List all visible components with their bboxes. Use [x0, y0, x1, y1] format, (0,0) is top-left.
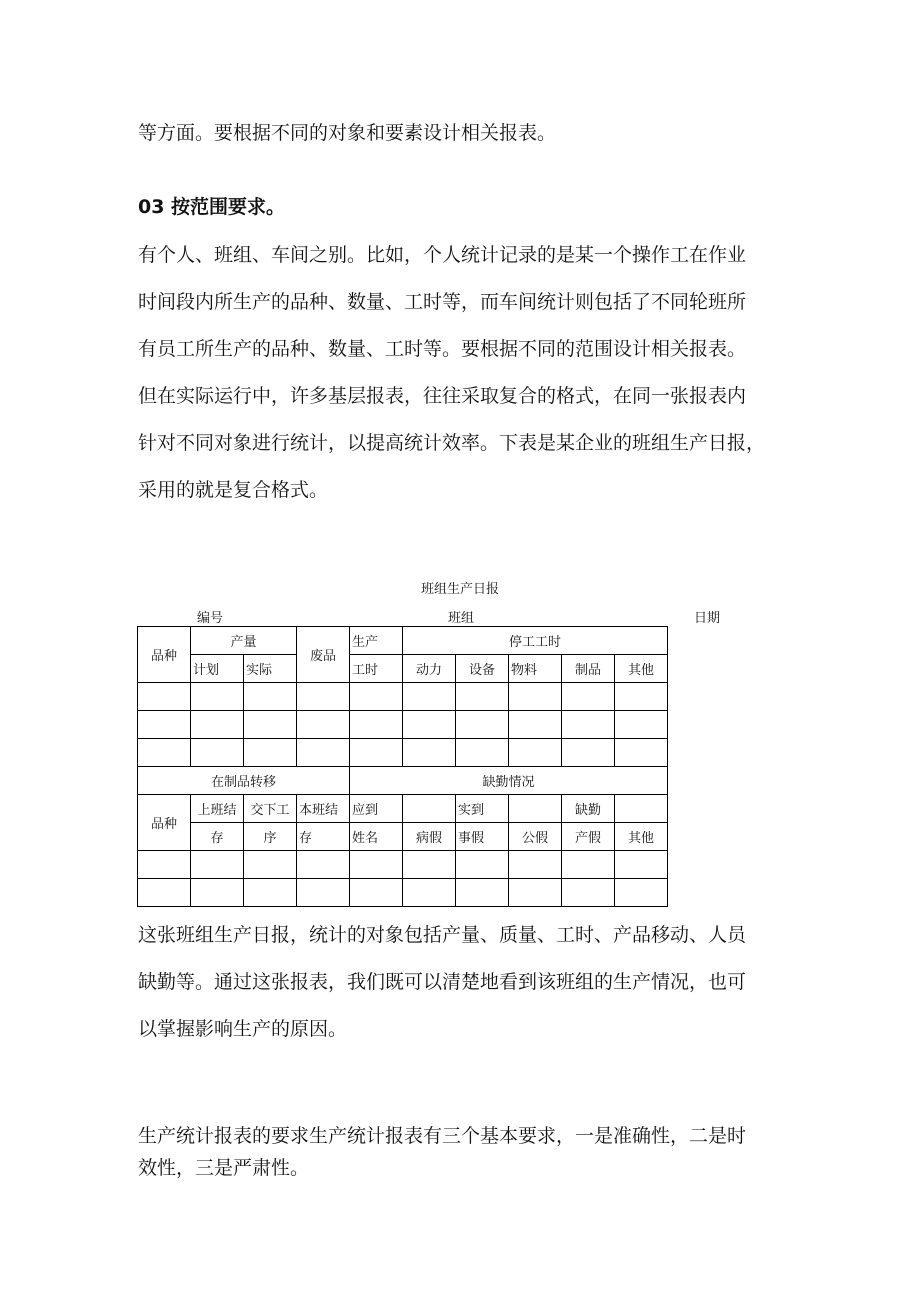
table-row [138, 851, 668, 879]
header-downtime: 停工工时 [403, 627, 668, 655]
header-variety: 品种 [138, 627, 191, 683]
table-section-row [138, 767, 668, 795]
header-curr-stock-top: 本班结 [297, 795, 350, 823]
header-plan: 计划 [191, 655, 244, 683]
header-prev-stock-top: 上班结 [191, 795, 244, 823]
paragraph-top [138, 110, 798, 157]
header-prev-stock-bottom: 存 [191, 823, 244, 851]
header-actual: 实际 [244, 655, 297, 683]
text-line: 等方面。要根据不同的对象和要素设计相关报表。 [138, 122, 557, 144]
text-line: 针对不同对象进行统计，以提高统计效率。下表是某企业的班组生产日报， [138, 432, 766, 454]
header-official-leave: 公假 [509, 823, 562, 851]
header-curr-stock-bottom: 存 [297, 823, 350, 851]
header-wip-transfer: 在制品转移 [138, 767, 350, 795]
text-line: 以掌握影响生产的原因。 [138, 1018, 348, 1040]
header-equipment: 设备 [456, 655, 509, 683]
header-handover-bottom: 序 [244, 823, 297, 851]
text-line: 缺勤等。通过这张报表，我们既可以清楚地看到该班组的生产情况，也可 [138, 971, 747, 993]
header-prod-hours-top: 生产 [350, 627, 403, 655]
header-material: 物料 [509, 655, 562, 683]
paragraph-scope [138, 232, 798, 514]
table-header-row [138, 655, 668, 683]
header-name: 姓名 [350, 823, 403, 851]
header-output: 产量 [191, 627, 297, 655]
header-product: 制品 [562, 655, 615, 683]
meta-team-label: 班组 [448, 611, 475, 626]
header-sick-leave: 病假 [403, 823, 456, 851]
table-row [138, 879, 668, 907]
table-title: 班组生产日报 [420, 582, 499, 597]
table-row [138, 683, 668, 711]
header-other-2: 其他 [615, 823, 668, 851]
header-power: 动力 [403, 655, 456, 683]
text-line: 这张班组生产日报，统计的对象包括产量、质量、工时、产品移动、人员 [138, 924, 747, 946]
header-prod-hours-bottom: 工时 [350, 655, 403, 683]
production-daily-report-table [137, 626, 668, 907]
table-header-row [138, 823, 668, 851]
header-personal-leave: 事假 [456, 823, 509, 851]
section-heading: 03 按范围要求。 [138, 196, 286, 218]
table-row [138, 711, 668, 739]
text-line: 效性，三是严肃性。 [138, 1157, 310, 1179]
header-absent: 缺勤 [562, 795, 615, 823]
table-header-row [138, 795, 668, 823]
meta-date-label: 日期 [694, 611, 721, 626]
text-line: 但在实际运行中，许多基层报表，往往采取复合的格式，在同一张报表内 [138, 385, 747, 407]
header-expected: 应到 [350, 795, 403, 823]
header-present: 实到 [456, 795, 509, 823]
meta-number-label: 编号 [197, 611, 224, 626]
header-handover-top: 交下工 [244, 795, 297, 823]
header-variety-2: 品种 [138, 795, 191, 851]
paragraph-after-table [138, 912, 798, 1053]
header-maternity-leave: 产假 [562, 823, 615, 851]
header-scrap: 废品 [297, 627, 350, 683]
header-absence: 缺勤情况 [350, 767, 668, 795]
text-line: 有个人、班组、车间之别。比如，个人统计记录的是某一个操作工在作业 [138, 244, 747, 266]
paragraph-final [138, 1120, 798, 1184]
text-line: 采用的就是复合格式。 [138, 479, 329, 501]
text-line: 有员工所生产的品种、数量、工时等。要根据不同的范围设计相关报表。 [138, 338, 747, 360]
table-row [138, 739, 668, 767]
text-line: 生产统计报表的要求生产统计报表有三个基本要求，一是准确性，二是时 [138, 1125, 747, 1147]
table-header-row [138, 627, 668, 655]
text-line: 时间段内所生产的品种、数量、工时等，而车间统计则包括了不同轮班所 [138, 291, 747, 313]
header-other: 其他 [615, 655, 668, 683]
